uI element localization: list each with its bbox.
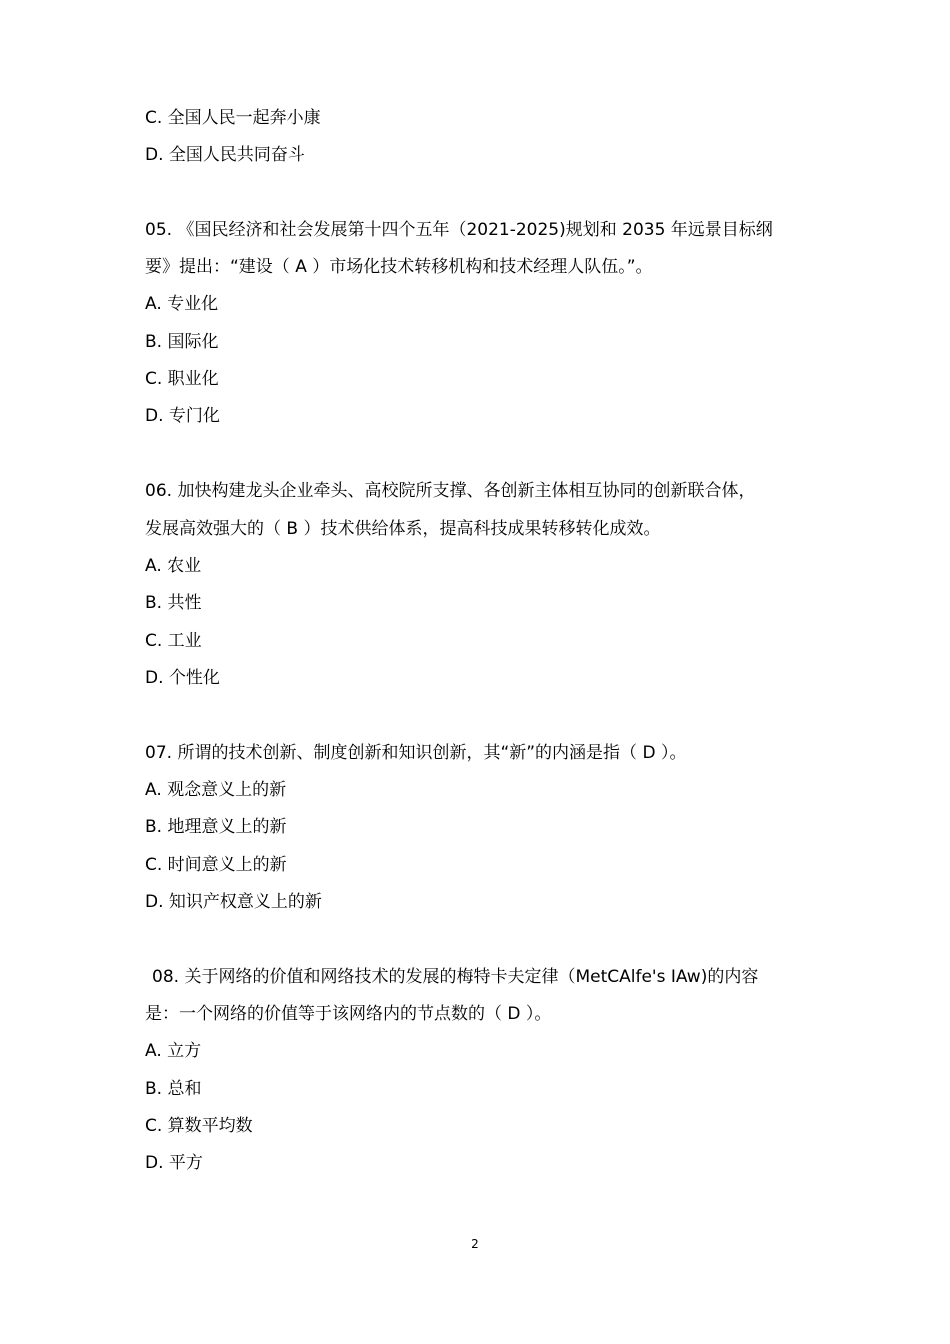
option-line: B. 国际化: [145, 332, 219, 352]
question-line: 06. 加快构建龙头企业牵头、高校院所支撑、各创新主体相互协同的创新联合体，: [145, 481, 756, 501]
option-line: D. 专门化: [145, 406, 220, 426]
question-line: 要》提出：“建设（ A ）市场化技术转移机构和技术经理人队伍。”。: [145, 257, 653, 277]
option-line: D. 平方: [145, 1153, 203, 1173]
option-line: C. 算数平均数: [145, 1116, 253, 1136]
option-line: C. 全国人民一起奔小康: [145, 108, 321, 128]
question-line: 是：一个网络的价值等于该网络内的节点数的（ D ）。: [145, 1004, 552, 1024]
option-line: B. 总和: [145, 1079, 202, 1099]
question-line: 07. 所谓的技术创新、制度创新和知识创新，其“新”的内涵是指（ D ）。: [145, 743, 687, 763]
question-line: 05. 《国民经济和社会发展第十四个五年（2021-2025)规划和 2035 年远景目标纲: [145, 220, 773, 240]
option-line: A. 专业化: [145, 294, 219, 314]
option-line: D. 全国人民共同奋斗: [145, 145, 305, 165]
question-line: 08. 关于网络的价值和网络技术的发展的梅特卡夫定律（MetCAlfe's IAw)的内容: [152, 967, 759, 987]
option-line: C. 职业化: [145, 369, 219, 389]
option-line: A. 农业: [145, 556, 202, 576]
option-line: B. 地理意义上的新: [145, 817, 287, 837]
option-line: A. 立方: [145, 1041, 202, 1061]
option-line: D. 知识产权意义上的新: [145, 892, 322, 912]
option-line: C. 工业: [145, 631, 202, 651]
option-line: C. 时间意义上的新: [145, 855, 287, 875]
question-line: 发展高效强大的（ B ）技术供给体系，提高科技成果转移转化成效。: [145, 519, 661, 539]
option-line: D. 个性化: [145, 668, 220, 688]
page-number: 2: [471, 1237, 479, 1251]
option-line: B. 共性: [145, 593, 202, 613]
option-line: A. 观念意义上的新: [145, 780, 287, 800]
